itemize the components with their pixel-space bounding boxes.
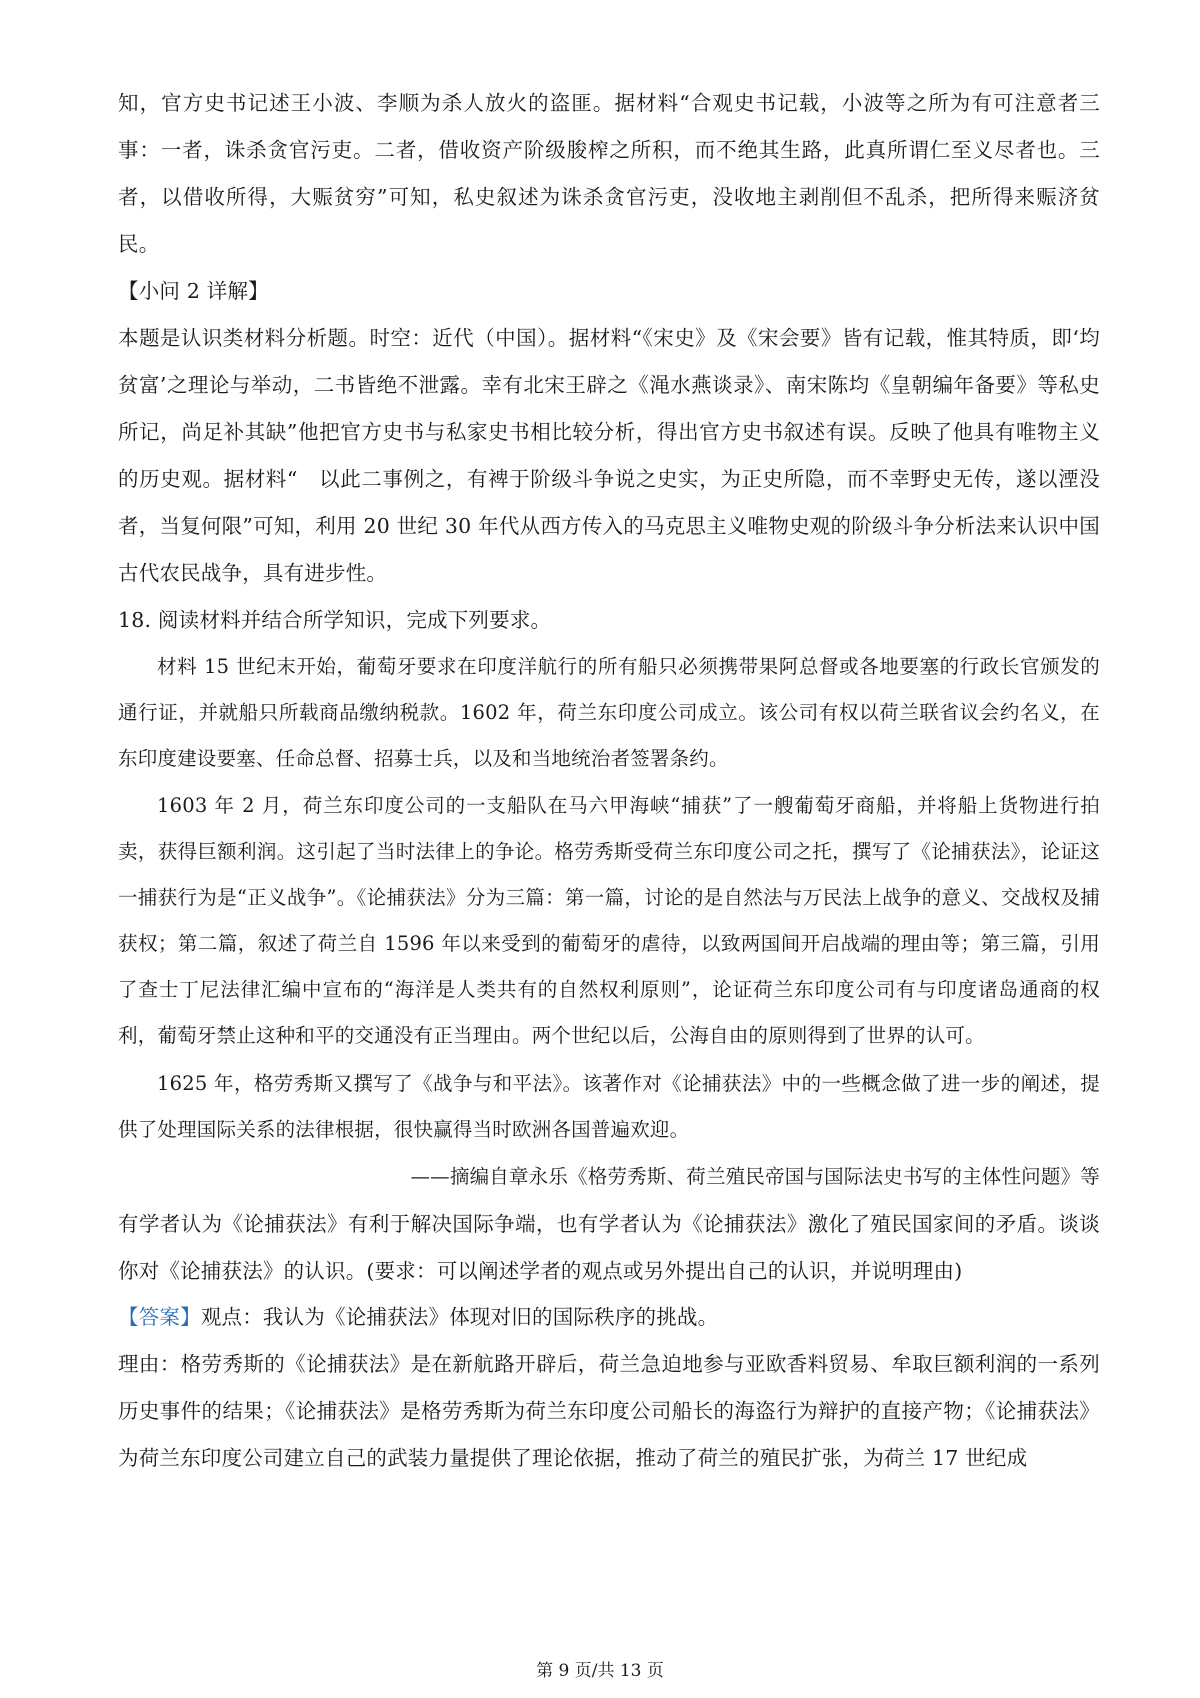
- question-prompt: 有学者认为《论捕获法》有利于解决国际争端，也有学者认为《论捕获法》激化了殖民国家间的矛盾。谈谈你对《论捕获法》的认识。(要求：可以阐述学者的观点或另外提出自己的认识，并说明理由): [118, 1212, 1100, 1283]
- answer-tag: 【答案】: [118, 1305, 201, 1329]
- material-paragraph-3: 1625 年，格劳秀斯又撰写了《战争与和平法》。该著作对《论捕获法》中的一些概念做了进一步的阐述，提供了处理国际关系的法律根据，很快赢得当时欧洲各国普遍欢迎。: [118, 1072, 1100, 1141]
- answer-line: [118, 1294, 1100, 1341]
- page-number-footer: 第 9 页/共 13 页: [536, 1661, 664, 1681]
- material-paragraph-1: 材料 15 世纪末开始，葡萄牙要求在印度洋航行的所有船只必须携带果阿总督或各地要塞的行政长官颁发的通行证，并就船只所载商品缴纳税款。1602 年，荷兰东印度公司成立。该公司有权以荷兰联省议会约名义，在东印度建设要塞、任命总督、招募士兵，以及和当地统治者签署条约。: [118, 655, 1100, 770]
- answer-viewpoint: 观点：我认为《论捕获法》体现对旧的国际秩序的挑战。: [200, 1305, 719, 1329]
- material-source: ——摘编自章永乐《格劳秀斯、荷兰殖民帝国与国际法史书写的主体性问题》等: [410, 1165, 1100, 1188]
- subquestion-2-heading: 【小问 2 详解】: [118, 279, 269, 303]
- paragraph-official-history: 知，官方史书记述王小波、李顺为杀人放火的盗匪。据材料“合观史书记载，小波等之所为有可注意者三事：一者，诛杀贪官污吏。二者，借收资产阶级朘榨之所积，而不绝其生路，此真所谓仁至义尽者也。三者，以借收所得，大赈贫穷”可知，私史叙述为诛杀贪官污吏，没收地主剥削但不乱杀，把所得来赈济贫民。: [118, 91, 1100, 256]
- answer-reason: 理由：格劳秀斯的《论捕获法》是在新航路开辟后，荷兰急迫地参与亚欧香料贸易、牟取巨额利润的一系列历史事件的结果；《论捕获法》是格劳秀斯为荷兰东印度公司船长的海盗行为辩护的直接产物；《论捕获法》为荷兰东印度公司建立自己的武装力量提供了理论依据，推动了荷兰的殖民扩张，为荷兰 17 世纪成: [118, 1352, 1100, 1470]
- material-paragraph-2: 1603 年 2 月，荷兰东印度公司的一支船队在马六甲海峡“捕获”了一艘葡萄牙商船，并将船上货物进行拍卖，获得巨额利润。这引起了当时法律上的争论。格劳秀斯受荷兰东印度公司之托，撰写了《论捕获法》，论证这一捕获行为是“正义战争”。《论捕获法》分为三篇：第一篇，讨论的是自然法与万民法上战争的意义、交战权及捕获权；第二篇，叙述了荷兰自 1596 年以来受到的葡萄牙的虐待，以致两国间开启战端的理由等；第三篇，引用了查士丁尼法律汇编中宣布的“海洋是人类共有的自然权利原则”，论证荷兰东印度公司有与印度诸岛通商的权利，葡萄牙禁止这种和平的交通没有正当理由。两个世纪以后，公海自由的原则得到了世界的认可。: [118, 794, 1100, 1047]
- paragraph-analysis: 本题是认识类材料分析题。时空：近代（中国）。据材料“《宋史》及《宋会要》皆有记载，惟其特质，即‘均贫富’之理论与举动，二书皆绝不泄露。幸有北宋王辟之《渑水燕谈录》、南宋陈均《皇朝编年备要》等私史所记，尚足补其缺”他把官方史书与私家史书相比较分析，得出官方史书叙述有误。反映了他具有唯物主义的历史观。据材料“ 以此二事例之，有裨于阶级斗争说之史实，为正史所隐，而不幸野史无传，遂以湮没者，当复何限”可知，利用 20 世纪 30 年代从西方传入的马克思主义唯物史观的阶级斗争分析法来认识中国古代农民战争，具有进步性。: [118, 326, 1100, 585]
- question-18-title: 18. 阅读材料并结合所学知识，完成下列要求。: [118, 608, 552, 632]
